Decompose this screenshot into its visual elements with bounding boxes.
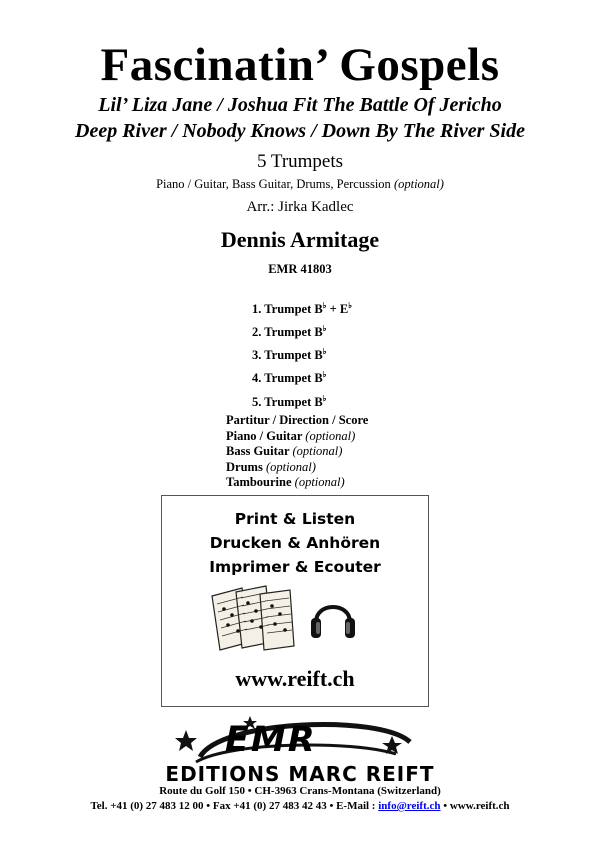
part-item: 4. Trumpet B♭ <box>252 370 327 386</box>
promo-line-1: Print & Listen <box>234 510 356 528</box>
part-item: 5. Trumpet B♭ <box>252 393 327 409</box>
score-item: Partitur / Direction / Score <box>226 413 369 427</box>
email-link[interactable]: info@reift.ch <box>378 800 441 812</box>
accompaniment: Piano / Guitar, Bass Guitar, Drums, Percussion <box>156 177 391 191</box>
catalog-number: EMR 41803 <box>268 262 332 276</box>
score-item: Piano / Guitar (optional) <box>226 428 356 443</box>
title: Fascinatin’ Gospels <box>100 39 500 91</box>
contact-phone-fax: Tel. +41 (0) 27 483 12 00 • Fax +41 (0) 27 483 42 43 • E-Mail : <box>90 800 379 812</box>
sheet-music-icon <box>208 584 298 654</box>
publisher-address: Route du Golf 150 • CH-3963 Crans-Montana (Switzerland) <box>159 785 441 797</box>
website-link[interactable]: www.reift.ch <box>235 666 355 691</box>
subtitle-line-1: Lil’ Liza Jane / Joshua Fit The Battle Of Jericho <box>98 94 502 116</box>
promo-line-2: Drucken & Anhören <box>209 534 381 552</box>
score-item: Drums (optional) <box>226 459 316 474</box>
instrumentation: 5 Trumpets <box>256 151 344 172</box>
emr-logo-text: EMR <box>225 720 317 760</box>
score-item: Bass Guitar (optional) <box>226 444 343 458</box>
headphones-icon <box>308 588 358 648</box>
publisher-contact <box>0 800 600 812</box>
parts-list <box>252 296 352 412</box>
score-list <box>226 413 368 491</box>
part-item: 2. Trumpet B♭ <box>252 324 327 340</box>
promo-line-3: Imprimer & Ecouter <box>209 558 381 576</box>
arranger: Arr.: Jirka Kadlec <box>246 199 354 215</box>
part-item: 1. Trumpet B♭ + E♭ <box>252 301 353 317</box>
accompaniment-line <box>0 177 600 192</box>
part-item: 3. Trumpet B♭ <box>252 347 327 363</box>
publisher-name: EDITIONS MARC REIFT <box>165 762 435 786</box>
print-listen-box <box>161 495 429 707</box>
subtitle-line-2: Deep River / Nobody Knows / Down By The River Side <box>75 120 525 142</box>
accompaniment-optional: (optional) <box>393 177 444 191</box>
score-item: Tambourine (optional) <box>226 475 345 489</box>
composer: Dennis Armitage <box>220 227 380 252</box>
contact-website: • www.reift.ch <box>440 800 510 812</box>
